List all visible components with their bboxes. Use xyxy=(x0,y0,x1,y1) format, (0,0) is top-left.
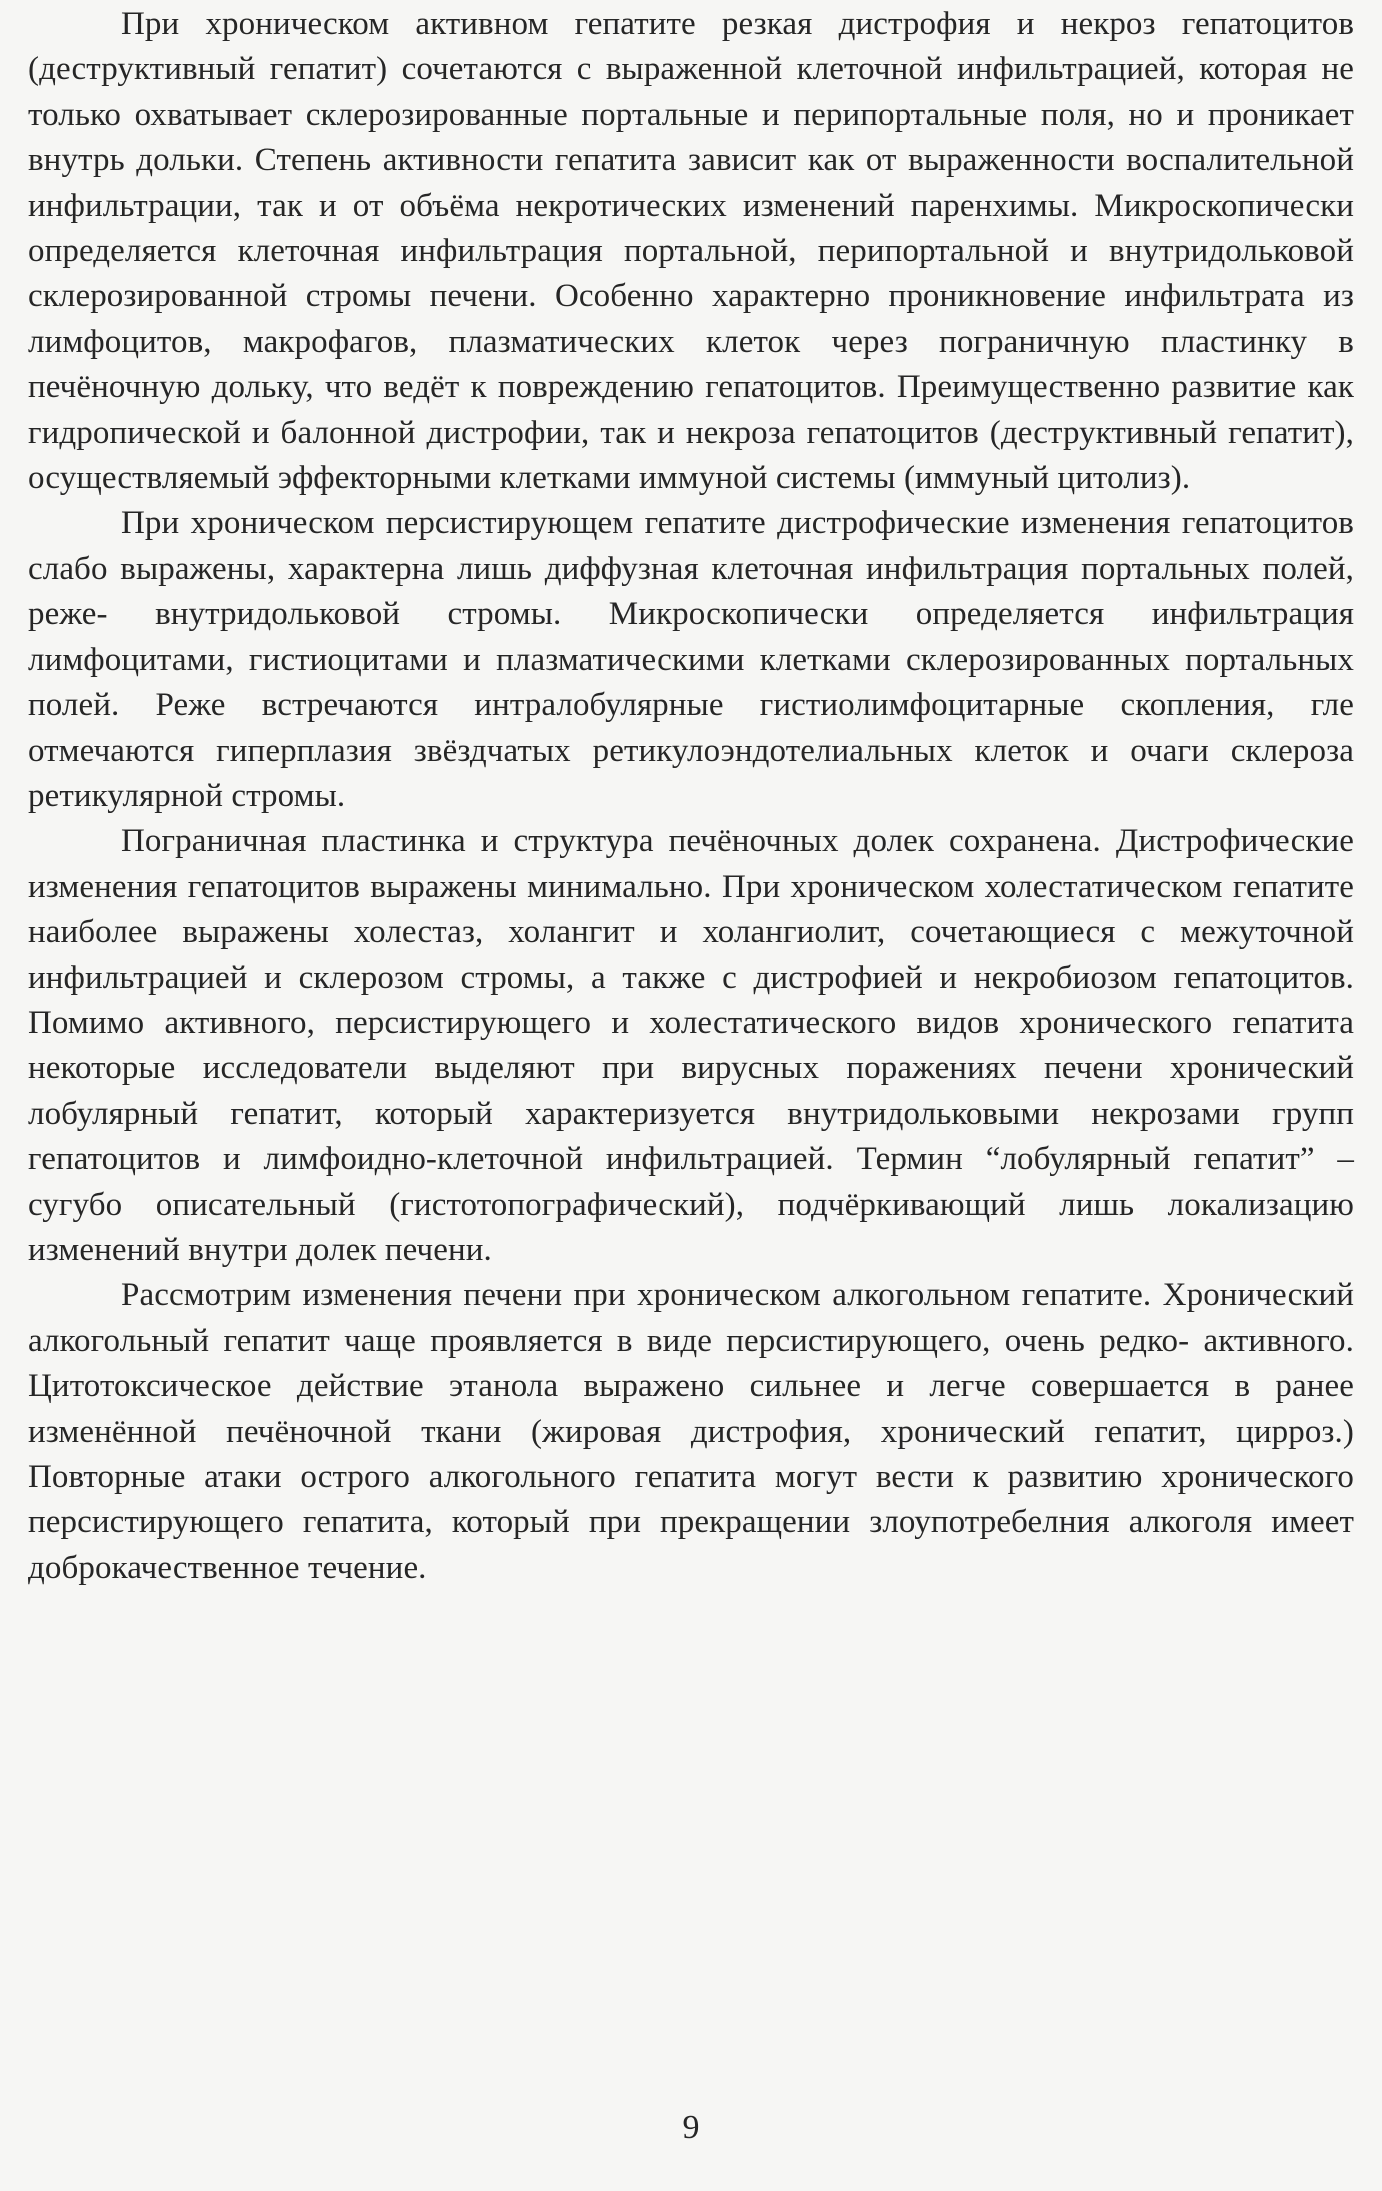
paragraph-alcoholic-hepatitis: Рассмотрим изменения печени при хроническом алкогольном гепатите. Хронический алкогольный гепатит чаще проявляется в виде персистирующего, очень редко- активного. Цитотоксическое действие этанола выражено сильнее и легче совершается в ранее изменённой печёночной ткани (жировая дистрофия, хронический гепатит, цирроз.) Повторные атаки острого алкогольного гепатита могут вести к развитию хронического персистирующего гепатита, который при прекращении злоупотребелния алкоголя имеет доброкачественное течение. xyxy=(28,1277,1354,1586)
paragraph-chronic-persistent-hepatitis: При хроническом персистирующем гепатите дистрофические изменения гепатоцитов слабо выражены, характерна лишь диффузная клеточная инфильтрация портальных полей, реже- внутридольковой стромы. Микроскопически определяется инфильтрация лимфоцитами, гистиоцитами и плазматическими клетками склерозированных портальных полей. Реже встречаются интралобулярные гистиолимфоцитарные скопления, гле отмечаются гиперплазия звёздчатых ретикулоэндотелиальных клеток и очаги склероза ретикулярной стромы. xyxy=(28,505,1354,814)
paragraph-cholestatic-lobular-hepatitis: Пограничная пластинка и структура печёночных долек сохранена. Дистрофические изменения гепатоцитов выражены минимально. При хроническом холестатическом гепатите наиболее выражены холестаз, холангит и холангиолит, сочетающиеся с межуточной инфильтрацией и склерозом стромы, а также с дистрофией и некробиозом гепатоцитов. Помимо активного, персистирующего и холестатического видов хронического гепатита некоторые исследователи выделяют при вирусных поражениях печени хронический лобулярный гепатит, который характеризуется внутридольковыми некрозами групп гепатоцитов и лимфоидно-клеточной инфильтрацией. Термин “лобулярный гепатит” – сугубо описательный (гистотопографический), подчёркивающий лишь локализацию изменений внутри долек печени. xyxy=(28,823,1354,1268)
book-page xyxy=(28,0,1354,2191)
paragraph-chronic-active-hepatitis: При хроническом активном гепатите резкая дистрофия и некроз гепатоцитов (деструктивный гепатит) сочетаются с выраженной клеточной инфильтрацией, которая не только охватывает склерозированные портальные и перипортальные поля, но и проникает внутрь дольки. Степень активности гепатита зависит как от выраженности воспалительной инфильтрации, так и от объёма некротических изменений паренхимы. Микроскопически определяется клеточная инфильтрация портальной, перипортальной и внутридольковой склерозированной стромы печени. Особенно характерно проникновение инфильтрата из лимфоцитов, макрофагов, плазматических клеток через пограничную пластинку в печёночную дольку, что ведёт к повреждению гепатоцитов. Преимущественно развитие как гидропической и балонной дистрофии, так и некроза гепатоцитов (деструктивный гепатит), осуществляемый эффекторными клетками иммуной системы (иммуный цитолиз). xyxy=(28,6,1354,497)
page-number: 9 xyxy=(682,2109,700,2146)
body-text xyxy=(28,2,1354,1591)
